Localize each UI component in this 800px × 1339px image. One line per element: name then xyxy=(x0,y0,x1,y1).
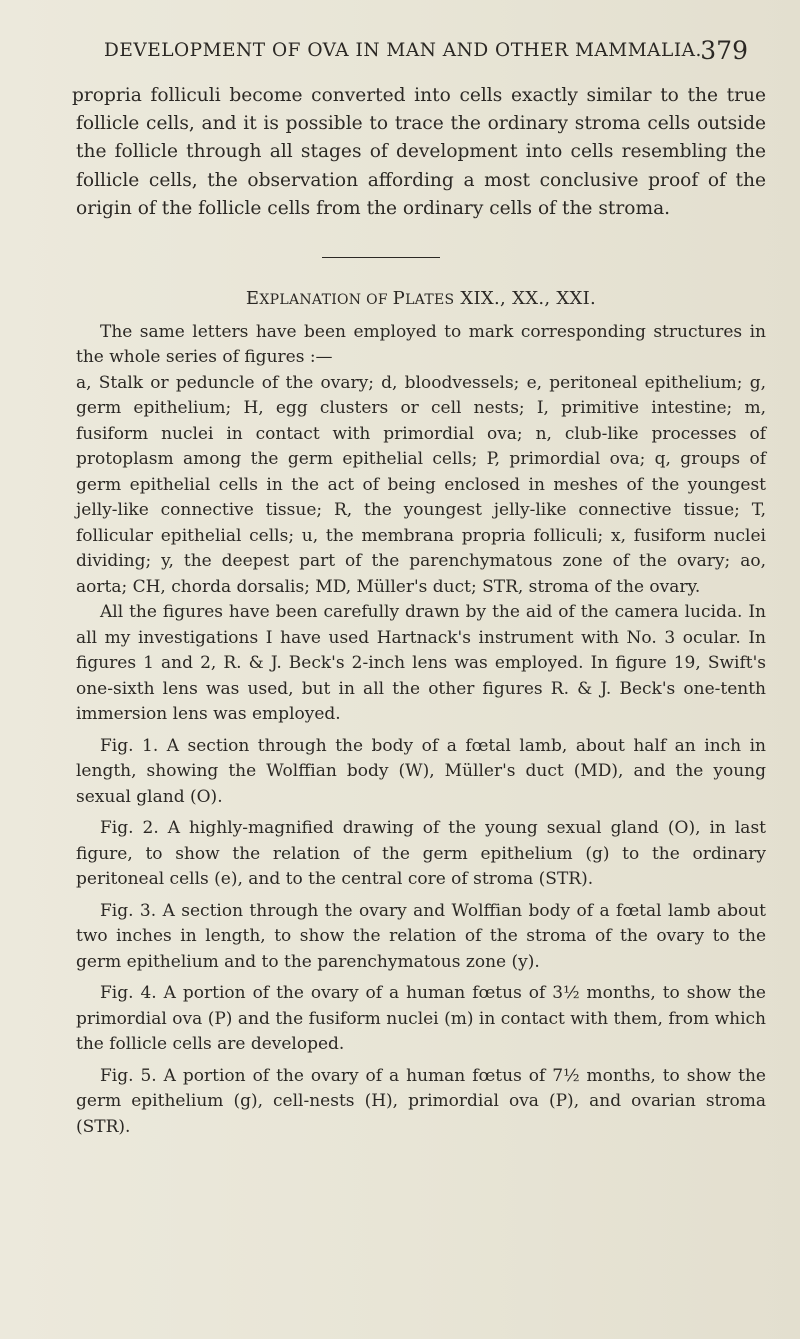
page-body xyxy=(72,82,766,1140)
title-initial-p: P xyxy=(392,288,406,310)
intro-paragraph: The same letters have been employed to mark corresponding structures in the whole series of figures :— xyxy=(76,321,766,368)
figure-caption-2: Fig. 2. A highly-magnified drawing of the young sexual gland (O), in last figure, to show the relation of the germ epithelium (g) to the ordinary peritoneal cells (e), and to the central core of stroma (STR). xyxy=(76,818,766,890)
running-title: DEVELOPMENT OF OVA IN MAN AND OTHER MAMMALIA. xyxy=(104,40,702,61)
title-xplanation: XPLANATION xyxy=(259,292,362,309)
title-lates: LATES xyxy=(405,292,455,309)
section-title xyxy=(76,286,766,314)
letter-legend: a, Stalk or peduncle of the ovary; d, bloodvessels; e, peritoneal epithelium; g, germ epithelium; H, egg clusters or cell nests; I, primitive intestine; m, fusiform nuclei in contact with primordial ova; n, club-like processes of protoplasm among the germ epithelial cells; P, primordial ova; q, groups of germ epithelial cells in the act of being enclosed in meshes of the youngest jelly-like connective tissue; R, the youngest jelly-like connective tissue; T, follicular epithelial cells; u, the membrana propria folliculi; x, fusiform nuclei dividing; y, the deepest part of the parenchymatous zone of the ovary; ao, aorta; CH, chorda dorsalis; MD, Müller's duct; STR, stroma of the ovary. xyxy=(76,372,766,597)
section-divider xyxy=(322,257,440,258)
opening-paragraph: propria folliculi become converted into cells exactly similar to the true follicle cells, and it is possible to trace the ordinary stroma cells outside the follicle through all stages of development into cells resembling the follicle cells, the observation affording a most conclusive proof of the origin of the follicle cells from the ordinary cells of the stroma. xyxy=(72,85,766,219)
figure-caption-3: Fig. 3. A section through the ovary and Wolffian body of a fœtal lamb about two inches in length, to show the relation of the stroma of the ovary to the germ epithelium and to the parenchymatous zone (y). xyxy=(76,900,766,972)
figure-caption-5: Fig. 5. A portion of the ovary of a human fœtus of 7½ months, to show the germ epithelium (g), cell-nests (H), primordial ova (P), and ovarian stroma (STR). xyxy=(76,1065,766,1137)
figure-caption-4: Fig. 4. A portion of the ovary of a human fœtus of 3½ months, to show the primordial ova (P) and the fusiform nuclei (m) in contact with them, from which the follicle cells are developed. xyxy=(76,983,766,1055)
page-header xyxy=(104,36,764,70)
title-initial-e: E xyxy=(245,288,260,310)
title-plate-numbers: XIX., XX., XXI. xyxy=(454,288,597,310)
method-paragraph: All the figures have been carefully drawn by the aid of the camera lucida. In all my investigations I have used Hartnack's instrument with No. 3 ocular. In figures 1 and 2, R. & J. Beck's 2-inch lens was employed. In figure 19, Swift's one-sixth lens was used, but in all the other figures R. & J. Beck's one-tenth immersion lens was employed. xyxy=(76,602,766,725)
page-number: 379 xyxy=(700,36,748,65)
figure-caption-1: Fig. 1. A section through the body of a fœtal lamb, about half an inch in length, showing the Wolffian body (W), Müller's duct (MD), and the young sexual gland (O). xyxy=(76,735,766,807)
title-of: OF xyxy=(361,292,393,309)
